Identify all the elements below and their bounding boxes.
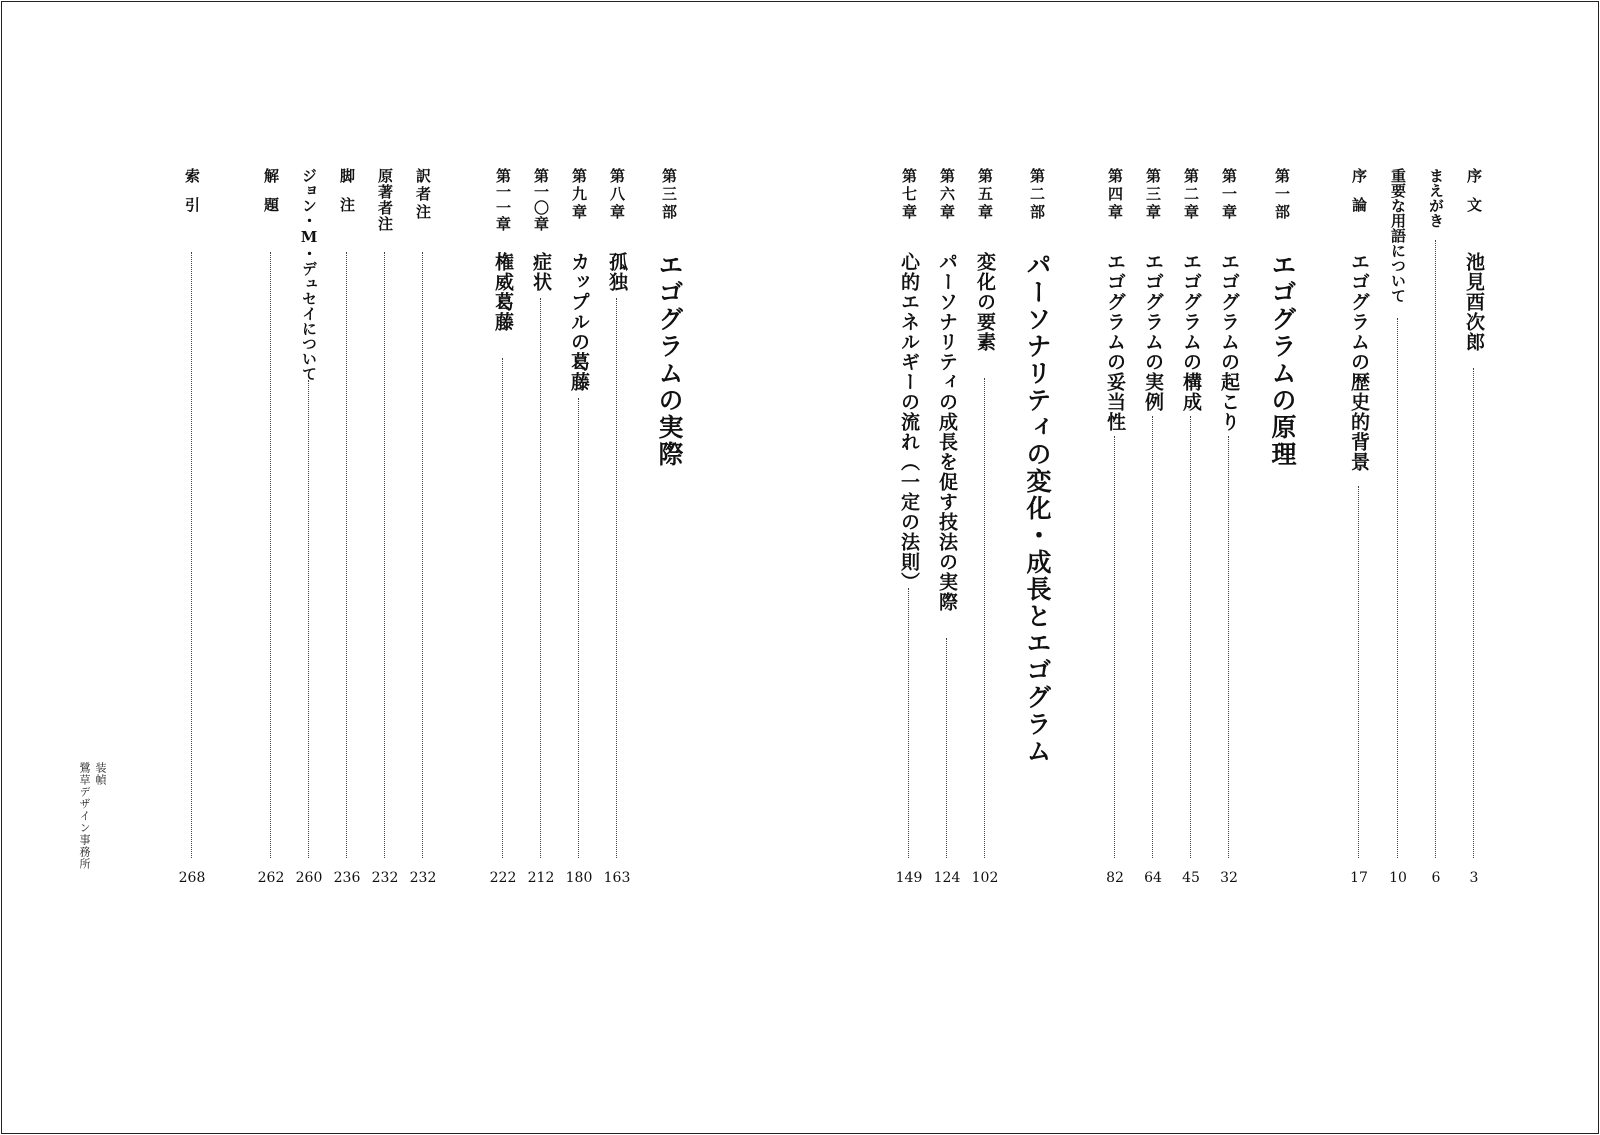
toc-part-title: エゴグラムの実際 — [655, 252, 684, 468]
toc-label: 第二部 — [1028, 168, 1046, 222]
toc-entry-foreword — [1420, 168, 1452, 908]
toc-entry-about-author — [293, 168, 325, 908]
toc-label: 第一章 — [1220, 168, 1238, 222]
leader-dots — [540, 298, 541, 858]
leader-dots — [270, 252, 271, 858]
toc-label: 索引 — [183, 168, 201, 226]
toc-title: エゴグラムの妥当性 — [1104, 252, 1126, 432]
toc-title: 池見酉次郎 — [1463, 252, 1485, 352]
toc-title: 孤独 — [606, 252, 628, 292]
toc-label: 第四章 — [1106, 168, 1124, 222]
toc-part-title: エゴグラムの原理 — [1268, 252, 1297, 468]
leader-dots — [422, 252, 423, 858]
toc-entry-translator-notes — [407, 168, 439, 908]
toc-title: ジョン・M・デュセイについて — [300, 168, 318, 381]
toc-label: 解題 — [262, 168, 280, 226]
toc-title: カップルの葛藤 — [568, 252, 590, 392]
leader-dots — [1358, 486, 1359, 858]
leader-dots — [502, 358, 503, 858]
toc-label: 脚注 — [338, 168, 356, 226]
leader-dots — [908, 588, 909, 858]
toc-label: 訳者注 — [414, 168, 432, 222]
toc-part-two — [1021, 168, 1053, 908]
toc-entry-chapter-10 — [525, 168, 557, 908]
page-number: 64 — [1144, 870, 1162, 886]
page-number: 17 — [1350, 870, 1368, 886]
page-number: 236 — [333, 870, 361, 886]
toc-label: 第一〇章 — [532, 168, 550, 232]
toc-title: 重要な用語について — [1389, 168, 1407, 303]
toc-label: 第一部 — [1273, 168, 1291, 222]
toc-title: パーソナリティの成長を促す技法の実際 — [936, 252, 958, 612]
leader-dots — [1397, 318, 1398, 858]
leader-dots — [616, 298, 617, 858]
leader-dots — [984, 378, 985, 858]
page-number: 32 — [1220, 870, 1238, 886]
leader-dots — [1228, 436, 1229, 858]
page-number: 82 — [1106, 870, 1124, 886]
toc-entry-introduction — [1343, 168, 1375, 908]
leader-dots — [1152, 416, 1153, 858]
page-number: 10 — [1389, 870, 1407, 886]
toc-label: 原著者注 — [376, 168, 394, 232]
toc-label: 序論 — [1350, 168, 1368, 226]
toc-title: エゴグラムの実例 — [1142, 252, 1164, 412]
toc-label: 第八章 — [608, 168, 626, 222]
toc-entry-preface — [1458, 168, 1490, 908]
leader-dots — [384, 252, 385, 858]
toc-label: 第七章 — [900, 168, 918, 222]
toc-entry-chapter-1 — [1213, 168, 1245, 908]
toc-entry-chapter-6 — [931, 168, 963, 908]
toc-entry-footnotes — [331, 168, 363, 908]
toc-entry-chapter-2 — [1175, 168, 1207, 908]
page-number: 262 — [257, 870, 285, 886]
leader-dots — [1435, 240, 1436, 858]
toc-entry-chapter-4 — [1099, 168, 1131, 908]
toc-entry-commentary — [255, 168, 287, 908]
toc-title: エゴグラムの起こり — [1218, 252, 1240, 432]
toc-page — [1, 1, 1599, 1134]
toc-title: エゴグラムの構成 — [1180, 252, 1202, 412]
toc-label: 第三章 — [1144, 168, 1162, 222]
leader-dots — [346, 252, 347, 858]
page-number: 260 — [295, 870, 323, 886]
page-number: 6 — [1431, 870, 1441, 886]
toc-entry-chapter-11 — [487, 168, 519, 908]
toc-title: 変化の要素 — [974, 252, 996, 352]
page-number: 212 — [527, 870, 555, 886]
design-credit — [78, 762, 108, 870]
toc-entry-terms — [1382, 168, 1414, 908]
page-number: 3 — [1469, 870, 1479, 886]
leader-dots — [1473, 368, 1474, 858]
toc-entry-index — [176, 168, 208, 908]
page-number: 222 — [489, 870, 517, 886]
page-number: 124 — [933, 870, 961, 886]
toc-label: 第九章 — [570, 168, 588, 222]
toc-entry-chapter-9 — [563, 168, 595, 908]
toc-label: 第五章 — [976, 168, 994, 222]
toc-title: 心的エネルギーの流れ（一定の法則） — [898, 252, 920, 592]
leader-dots — [1114, 436, 1115, 858]
toc-entry-chapter-3 — [1137, 168, 1169, 908]
page-number: 268 — [178, 870, 206, 886]
page-number: 163 — [603, 870, 631, 886]
toc-label: 第一一章 — [494, 168, 512, 232]
page-number: 149 — [895, 870, 923, 886]
toc-label: 序文 — [1465, 168, 1483, 226]
toc-label: 第六章 — [938, 168, 956, 222]
credit-name: 鷺草デザイン事務所 — [78, 762, 91, 870]
toc-label: 第二章 — [1182, 168, 1200, 222]
toc-part-title: パーソナリティの変化・成長とエゴグラム — [1023, 252, 1052, 765]
toc-entry-chapter-8 — [601, 168, 633, 908]
leader-dots — [578, 398, 579, 858]
page-number: 102 — [971, 870, 999, 886]
toc-entry-chapter-5 — [969, 168, 1001, 908]
toc-entry-author-notes — [369, 168, 401, 908]
toc-title: 症状 — [530, 252, 552, 292]
toc-title: エゴグラムの歴史的背景 — [1348, 252, 1370, 472]
page-number: 45 — [1182, 870, 1200, 886]
credit-role: 装幀 — [94, 762, 107, 786]
page-number: 232 — [371, 870, 399, 886]
page-number: 180 — [565, 870, 593, 886]
toc-part-three — [653, 168, 685, 908]
toc-part-one — [1266, 168, 1298, 908]
page-number: 232 — [409, 870, 437, 886]
toc-entry-chapter-7 — [893, 168, 925, 908]
toc-label: 第三部 — [660, 168, 678, 222]
leader-dots — [946, 638, 947, 858]
leader-dots — [1190, 416, 1191, 858]
leader-dots — [308, 380, 309, 858]
leader-dots — [191, 252, 192, 858]
toc-title: 権威葛藤 — [492, 252, 514, 332]
toc-title: まえがき — [1427, 168, 1445, 228]
